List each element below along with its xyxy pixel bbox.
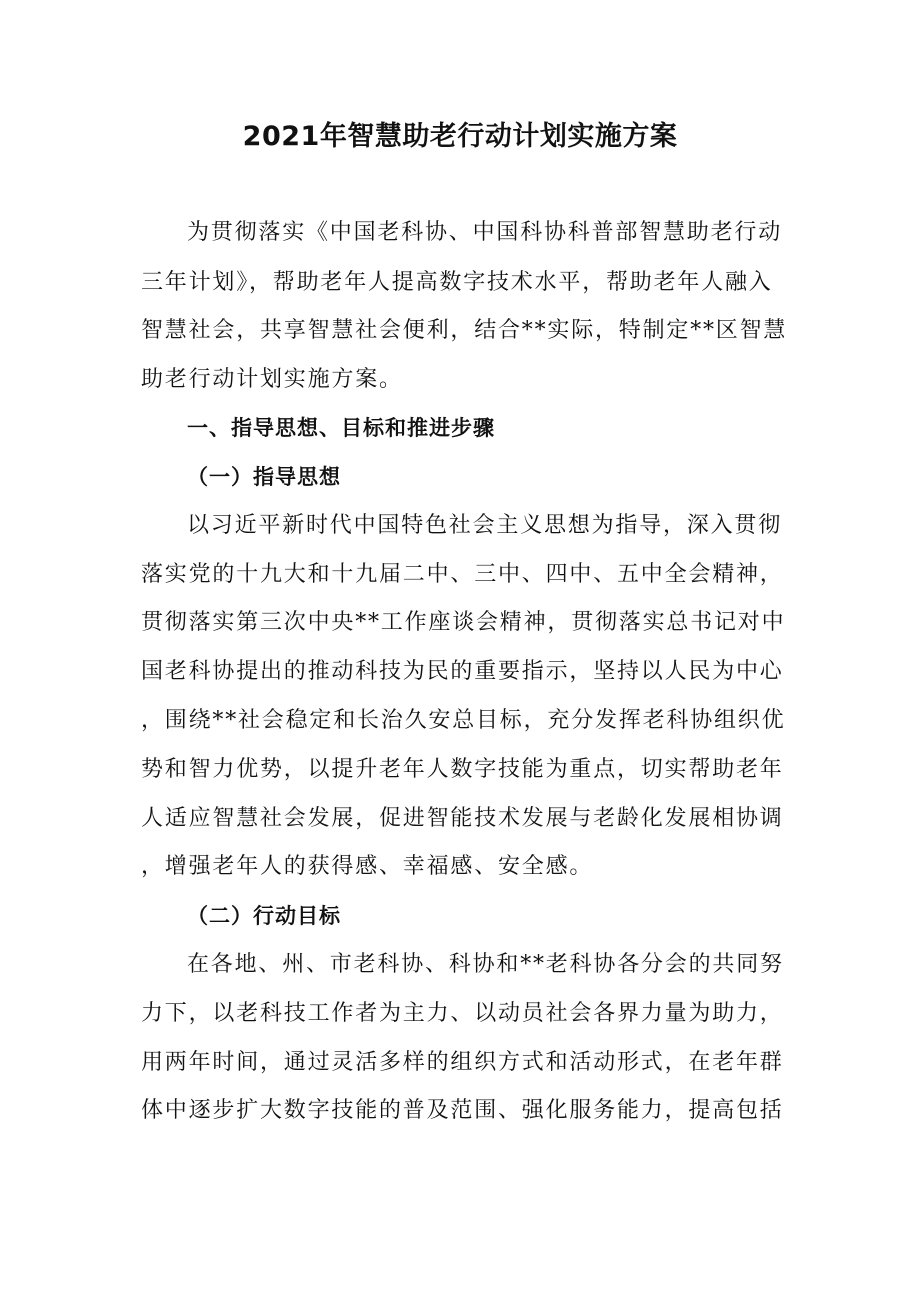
document-title: 2021年智慧助老行动计划实施方案 [242, 121, 678, 152]
section-1-heading: 一、指导思想、目标和推进步骤 [187, 416, 495, 440]
sub2-line-3: 用两年时间，通过灵活多样的组织方式和活动形式，在老年群 [141, 1050, 784, 1075]
sub1-line-3: 贯彻落实第三次中央**工作座谈会精神，贯彻落实总书记对中 [141, 610, 786, 635]
subsection-1-heading: （一）指导思想 [187, 465, 341, 489]
intro-line-3: 智慧社会，共享智慧社会便利，结合**实际，特制定**区智慧 [141, 318, 788, 343]
sub1-line-6: 势和智力优势，以提升老年人数字技能为重点，切实帮助老年 [141, 757, 784, 782]
sub1-line-4: 国老科协提出的推动科技为民的重要指示，坚持以人民为中心 [141, 659, 784, 684]
sub1-line-5: ，围绕**社会稳定和长治久安总目标，充分发挥老科协组织优 [141, 708, 786, 733]
sub1-line-1: 以习近平新时代中国特色社会主义思想为指导，深入贯彻 [187, 513, 783, 538]
intro-line-1: 为贯彻落实《中国老科协、中国科协科普部智慧助老行动 [187, 220, 783, 245]
sub2-line-2: 力下，以老科技工作者为主力、以动员社会各界力量为助力， [141, 1001, 784, 1026]
sub2-line-1: 在各地、州、市老科协、科协和**老科协各分会的共同努 [187, 952, 784, 977]
intro-line-4: 助老行动计划实施方案。 [141, 367, 403, 392]
subsection-2-heading: （二）行动目标 [187, 904, 341, 928]
sub2-line-4: 体中逐步扩大数字技能的普及范围、强化服务能力，提高包括 [141, 1098, 784, 1123]
intro-line-2: 三年计划》，帮助老年人提高数字技术水平，帮助老年人融入 [141, 270, 773, 295]
sub1-line-2: 落实党的十九大和十九届二中、三中、四中、五中全会精神， [141, 562, 784, 587]
sub1-line-8: ，增强老年人的获得感、幸福感、安全感。 [141, 854, 594, 879]
sub1-line-7: 人适应智慧社会发展，促进智能技术发展与老龄化发展相协调 [141, 806, 784, 831]
